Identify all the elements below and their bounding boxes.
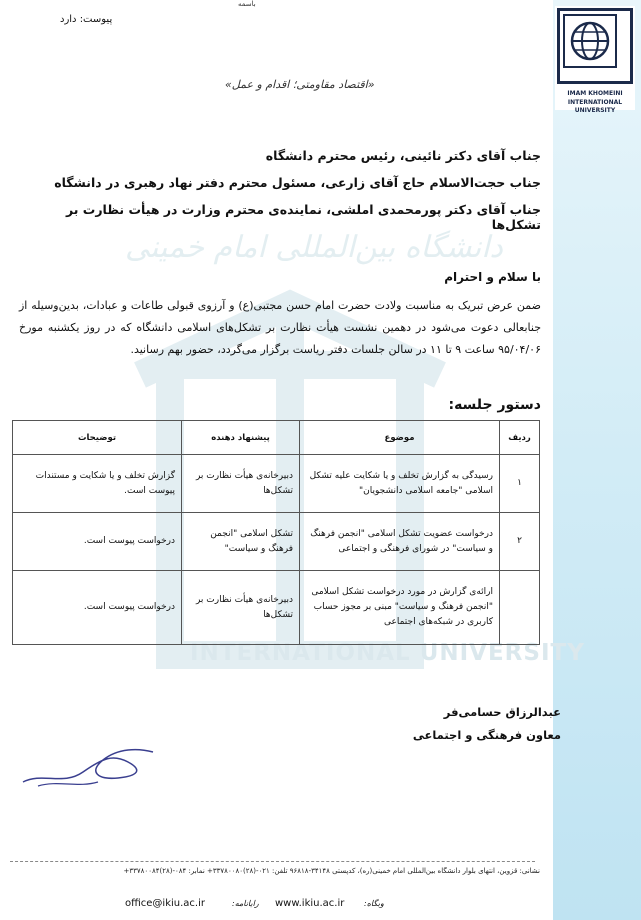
- website-link[interactable]: www.ikiu.ac.ir: [275, 898, 345, 909]
- signature-icon: [18, 742, 158, 792]
- website-label: وبگاه:: [364, 899, 384, 908]
- attachment-note: پیوست: دارد: [60, 14, 113, 25]
- row-notes: گزارش تخلف و یا شکایت و مستندات پیوست است.: [13, 455, 182, 513]
- header-proposer: پیشنهاد دهنده: [182, 421, 300, 455]
- logo-line-2: INTERNATIONAL UNIVERSITY: [567, 99, 623, 114]
- addressee-3: جناب آقای دکتر پورمحمدی املشی، نماینده‌ی محترم وزارت در هیأت نظارت بر تشکل‌ها: [65, 202, 541, 232]
- signer-title: معاون فرهنگی و اجتماعی: [412, 728, 561, 742]
- table-row: [13, 571, 540, 645]
- row-number: [500, 571, 540, 645]
- table-header-row: [13, 421, 540, 455]
- letter-body: ضمن عرض تبریک به مناسبت ولادت حضرت امام حسن مجتبی(ع) و آرزوی قبولی طاعات و عبادات، بدین‌وسیله از جنابعالی دعوت می‌شود در دهمین نشست هیأت نظارت بر تشکل‌های اسلامی دانشگاه که در روز یکشنبه مورخ ۹۵/۰۴/۰۶ ساعت ۹ تا ۱۱ در سالن جلسات دفتر ریاست برگزار می‌گردد، حضور بهم رسانید.: [19, 299, 541, 356]
- globe-icon: [565, 16, 615, 66]
- addressee-2: جناب حجت‌الاسلام حاج آقای زارعی، مسئول محترم دفتر نهاد رهبری در دانشگاه: [54, 175, 541, 190]
- email-link[interactable]: office@ikiu.ac.ir: [125, 898, 205, 909]
- agenda-title: دستور جلسه:: [448, 397, 541, 413]
- logo-inner-frame: [563, 14, 617, 68]
- motto: «اقتصاد مقاومتی؛ اقدام و عمل»: [225, 78, 375, 91]
- table-row: [13, 513, 540, 571]
- watermark-text: INTERNATIONAL UNIVERSITY: [190, 640, 585, 666]
- email-label: رایانامه:: [232, 899, 259, 908]
- addressee-1: جناب آقای دکتر نائینی، رئیس محترم دانشگاه: [265, 148, 541, 163]
- university-logo: [555, 6, 635, 114]
- greeting: با سلام و احترام: [444, 270, 541, 284]
- row-number: ۲: [500, 513, 540, 571]
- header-notes: توضیحات: [13, 421, 182, 455]
- header-subject: موضوع: [300, 421, 500, 455]
- row-subject: رسیدگی به گزارش تخلف و یا شکایت علیه تشکل اسلامی "جامعه اسلامی دانشجویان": [300, 455, 500, 513]
- row-notes: درخواست پیوست است.: [13, 513, 182, 571]
- table-row: [13, 455, 540, 513]
- footer-divider: [10, 861, 535, 862]
- agenda-table: [12, 420, 540, 645]
- row-number: ۱: [500, 455, 540, 513]
- watermark-script: دانشگاه بین‌المللی امام خمینی: [125, 230, 503, 265]
- footer-address: نشانی: قزوین، انتهای بلوار دانشگاه بین‌المللی امام خمینی(ره)، کدپستی ۳۴۱۴۸-۹۶۸۱۸ تلفن: ۰۲۱-(۲۸)۳۳۷۸۰۰۸۰+ نمابر: ۰۸۴-(۲۸)۳۳۷۸۰۰۸۴+: [123, 867, 540, 875]
- row-proposer: تشکل اسلامی "انجمن فرهنگ و سیاست": [182, 513, 300, 571]
- logo-line-1: IMAM KHOMEINI: [567, 90, 623, 97]
- row-subject: درخواست عضویت تشکل اسلامی "انجمن فرهنگ و سیاست" در شورای فرهنگی و اجتماعی: [300, 513, 500, 571]
- row-subject: ارائه‌ی گزارش در مورد درخواست تشکل اسلامی "انجمن فرهنگ و سیاست" مبنی بر مجوز حساب کاربری در شبکه‌های اجتماعی: [300, 571, 500, 645]
- header-number-label: باسمه: [238, 0, 256, 8]
- row-proposer: دبیرخانه‌ی هیأت نظارت بر تشکل‌ها: [182, 571, 300, 645]
- header-row-number: ردیف: [500, 421, 540, 455]
- signer-name: عبدالرزاق حسامی‌فر: [443, 705, 561, 719]
- side-decoration-band: [553, 0, 641, 920]
- row-notes: درخواست پیوست است.: [13, 571, 182, 645]
- row-proposer: دبیرخانه‌ی هیأت نظارت بر تشکل‌ها: [182, 455, 300, 513]
